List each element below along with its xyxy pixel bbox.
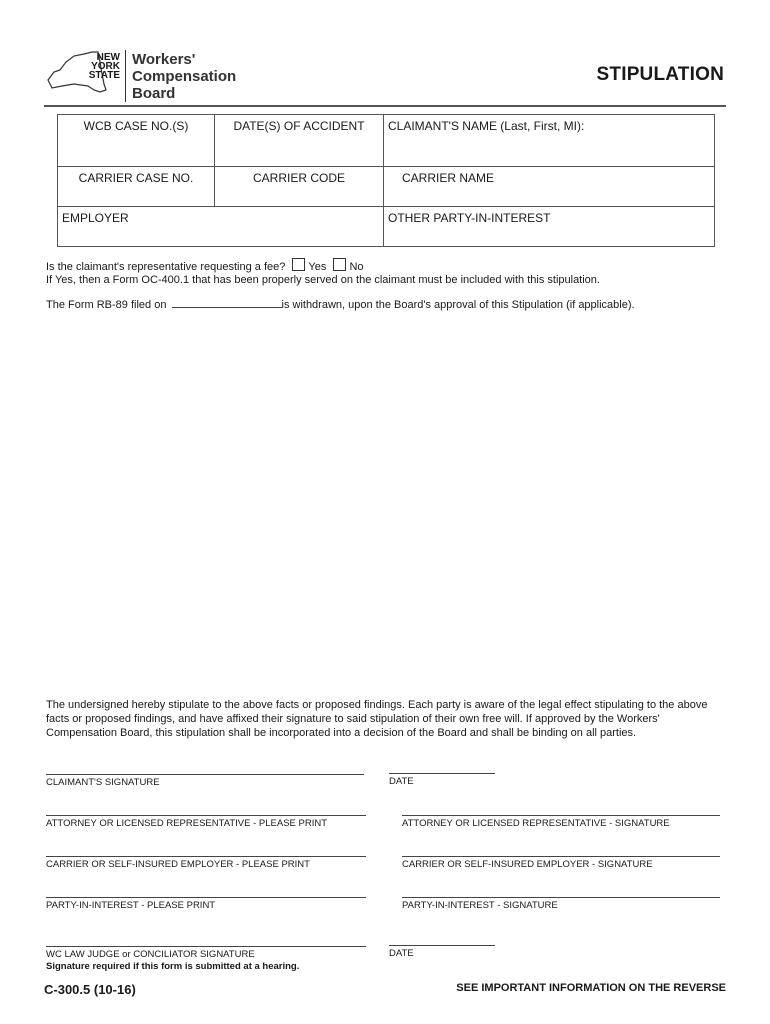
reverse-notice: SEE IMPORTANT INFORMATION ON THE REVERSE xyxy=(456,982,726,994)
claimant-name-field[interactable]: CLAIMANT'S NAME (Last, First, MI): xyxy=(384,115,715,167)
carrier-print-line[interactable]: CARRIER OR SELF-INSURED EMPLOYER - PLEASE PRINT xyxy=(46,856,366,870)
party-signature-line[interactable]: PARTY-IN-INTEREST - SIGNATURE xyxy=(402,897,720,911)
header-rule xyxy=(44,105,726,107)
judge-note: Signature required if this form is submitted at a hearing. xyxy=(46,961,300,972)
case-info-table xyxy=(57,114,715,247)
fee-followup: If Yes, then a Form OC-400.1 that has been properly served on the claimant must be included with this stipulation. xyxy=(46,274,600,286)
logo-board-text: Workers' Compensation Board xyxy=(132,51,237,102)
date-of-accident-field[interactable]: DATE(S) OF ACCIDENT xyxy=(215,115,384,167)
carrier-signature-line[interactable]: CARRIER OR SELF-INSURED EMPLOYER - SIGNATURE xyxy=(402,856,720,870)
fee-question: Is the claimant's representative requesting a fee? xyxy=(46,261,286,273)
other-party-field[interactable]: OTHER PARTY-IN-INTEREST xyxy=(384,207,715,247)
attorney-print-line[interactable]: ATTORNEY OR LICENSED REPRESENTATIVE - PLEASE PRINT xyxy=(46,815,366,829)
rb89-row xyxy=(46,295,635,311)
date-line-2[interactable]: DATE xyxy=(389,945,495,959)
fee-yes-checkbox[interactable] xyxy=(292,258,305,271)
carrier-case-field[interactable]: CARRIER CASE NO. xyxy=(58,167,215,207)
fee-no-checkbox[interactable] xyxy=(333,258,346,271)
fee-yes-label: Yes xyxy=(308,261,327,273)
wcb-case-field[interactable]: WCB CASE NO.(S) xyxy=(58,115,215,167)
fee-no-label: No xyxy=(349,261,364,273)
rb89-suffix: is withdrawn, upon the Board's approval of this Stipulation (if applicable). xyxy=(281,299,635,311)
carrier-code-field[interactable]: CARRIER CODE xyxy=(215,167,384,207)
logo-divider xyxy=(125,50,126,102)
claimant-signature-line[interactable]: CLAIMANT'S SIGNATURE xyxy=(46,774,364,788)
judge-signature-line[interactable]: WC LAW JUDGE or CONCILIATOR SIGNATURE Signature required if this form is submitted at a hearing. xyxy=(46,946,366,972)
logo-state-text: NEW YORK STATE xyxy=(88,52,120,81)
carrier-name-field[interactable]: CARRIER NAME xyxy=(384,167,715,207)
date-line-1[interactable]: DATE xyxy=(389,773,495,787)
form-id: C-300.5 (10-16) xyxy=(44,982,136,997)
stipulation-statement: The undersigned hereby stipulate to the above facts or proposed findings. Each party is aware of the legal effect stipulating to the above facts or proposed findings, and have affixed their signature to said stipulation of their own free will. If approved by the Workers' Compensation Board, this stipulation shall be incorporated into a decision of the Board and shall be binding on all parties. xyxy=(46,699,708,739)
employer-field[interactable]: EMPLOYER xyxy=(58,207,384,247)
rb89-prefix: The Form RB-89 filed on xyxy=(46,299,167,311)
attorney-signature-line[interactable]: ATTORNEY OR LICENSED REPRESENTATIVE - SIGNATURE xyxy=(402,815,720,829)
fee-question-row xyxy=(46,258,364,273)
party-print-line[interactable]: PARTY-IN-INTEREST - PLEASE PRINT xyxy=(46,897,366,911)
page-title: STIPULATION xyxy=(596,64,724,85)
rb89-date-input[interactable] xyxy=(172,295,282,308)
